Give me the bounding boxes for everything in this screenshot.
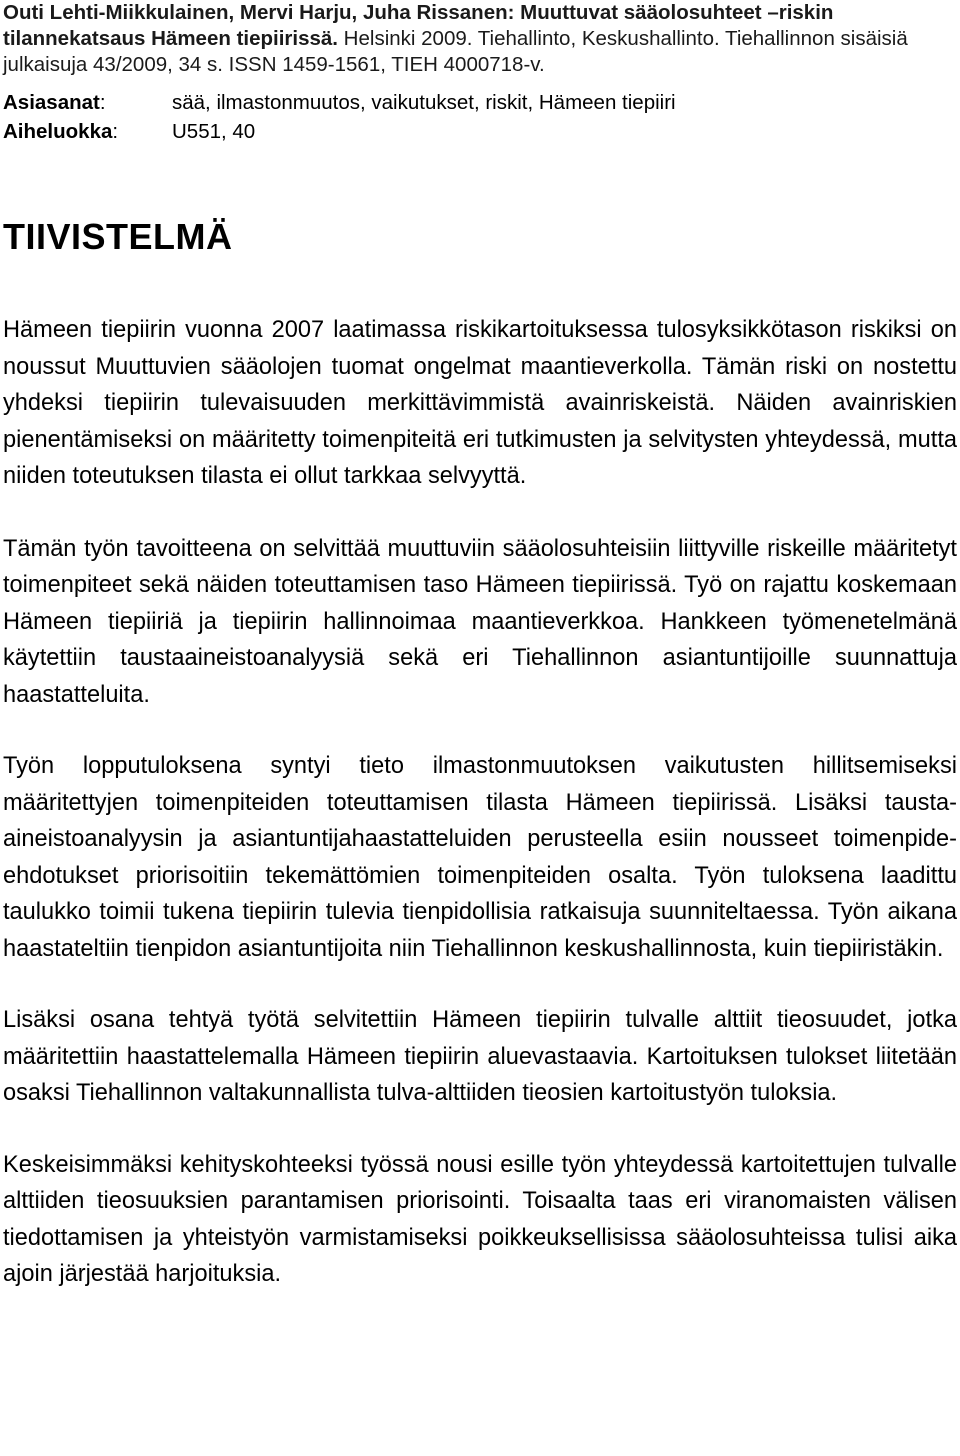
keywords-row xyxy=(3,88,957,117)
abstract-paragraph: Tämän työn tavoitteena on selvittää muuttuviin sääolosuhteisiin liittyville riskeille määritetyt toimenpiteet sekä näiden toteuttamisen taso Hämeen tiepiirissä. Työ on rajattu koskemaan Hämeen tiepiiriä ja tiepiirin hallinnoimaa maantieverkkoa. Hankkeen työmenetelmänä käytettiin taustaaineistoanalyysiä sekä eri Tiehallinnon asiantuntijoille suunnattuja haastatteluita. xyxy=(3,535,957,708)
category-row xyxy=(3,117,957,146)
citation-details: Helsinki 2009. Tiehallinto, Keskushallinto. Tiehallinnon sisäisiä julkaisuja 43/2009, 34 s. ISSN 1459-1561, TIEH 4000718-v. xyxy=(3,27,908,76)
category-colon: : xyxy=(112,120,119,143)
category-label: Aiheluokka xyxy=(3,120,113,143)
abstract-paragraph: Lisäksi osana tehtyä työtä selvitettiin Hämeen tiepiirin tulvalle alttiit tieosuudet, jotka määritettiin haastattelemalla Hämeen tiepiirin aluevastaavia. Kartoituksen tulokset liitetään osaksi Tiehallinnon valtakunnallista tulva-alttiiden tieosien kartoitustyön tuloksia. xyxy=(3,1007,957,1106)
document-page xyxy=(3,0,957,1293)
abstract-paragraph: Hämeen tiepiirin vuonna 2007 laatimassa riskikartoituksessa tulosyksikkötason riskiksi on noussut Muuttuvien sääolojen tuomat ongelmat maantieverkolla. Tämän riski on nostettu yhdeksi tiepiirin tulevaisuuden merkittävimmistä avainriskeistä. Näiden avainriskien pienentämiseksi on määritetty toimenpiteitä eri tutkimusten ja selvitysten yhteydessä, mutta niiden toteutuksen tilasta ei ollut tarkkaa selvyyttä. xyxy=(3,317,957,489)
abstract-body xyxy=(3,312,957,1293)
abstract-paragraph: Työn lopputuloksena syntyi tieto ilmastonmuutoksen vaikutusten hillitsemiseksi määritettyjen toimenpiteiden toteuttamisen tilasta Hämeen tiepiirissä. Lisäksi tausta-aineistoanalyysin ja asiantuntijahaastatteluiden perusteella esiin nousseet toimenpide-ehdotukset priorisoitiin tekemättömien toimenpiteiden osalta. Työn tuloksena laadittu taulukko toimii tukena tiepiirin tulevia tienpidollisia ratkaisuja suunniteltaessa. Työn aikana haastateltiin tienpidon asiantuntijoita niin Tiehallinnon keskushallinnosta, kuin tiepiiristäkin. xyxy=(3,753,957,962)
citation-authors: Outi Lehti-Miikkulainen, Mervi Harju, Juha Rissanen: Muuttuvat sääolosuhteet –riskin tilannekatsaus Hämeen tiepiirissä. xyxy=(3,1,834,50)
metadata-block xyxy=(3,88,957,146)
section-heading: TIIVISTELMÄ xyxy=(3,216,233,257)
keywords-colon: : xyxy=(99,91,106,114)
abstract-paragraph: Keskeisimmäksi kehityskohteeksi työssä nousi esille työn yhteydessä kartoitettujen tulvalle alttiiden tieosuuksien parantamisen priorisointi. Toisaalta taas eri viranomaisten välisen tiedottamisen ja yhteistyön varmistamiseksi poikkeuksellisissa sääolosuhteissa tulisi aika ajoin järjestää harjoituksia. xyxy=(3,1151,957,1287)
category-value: U551, 40 xyxy=(172,120,256,143)
keywords-value: sää, ilmastonmuutos, vaikutukset, riskit, Hämeen tiepiiri xyxy=(172,91,676,114)
citation-block xyxy=(3,0,957,78)
keywords-label: Asiasanat xyxy=(3,91,100,114)
